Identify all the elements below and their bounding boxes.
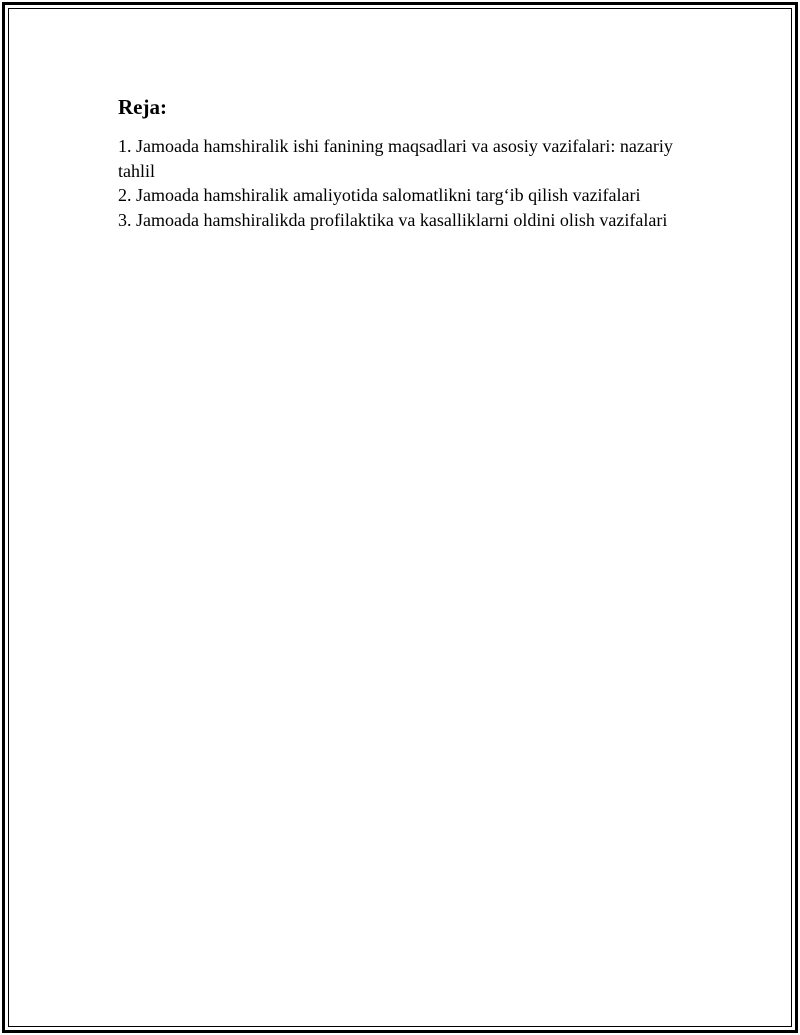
plan-item-2: 2. Jamoada hamshiralik amaliyotida salomatlikni targ‘ib qilish vazifalari xyxy=(118,185,641,205)
plan-item-3: 3. Jamoada hamshiralikda profilaktika va kasalliklarni oldini olish vazifalari xyxy=(118,209,668,230)
plan-item-1: 1. Jamoada hamshiralik ishi fanining maqsadlari va asosiy vazifalari: nazariy tahlil xyxy=(118,136,673,181)
plan-heading: Reja: xyxy=(118,95,167,119)
plan-list xyxy=(118,134,698,232)
document-body xyxy=(118,94,698,232)
